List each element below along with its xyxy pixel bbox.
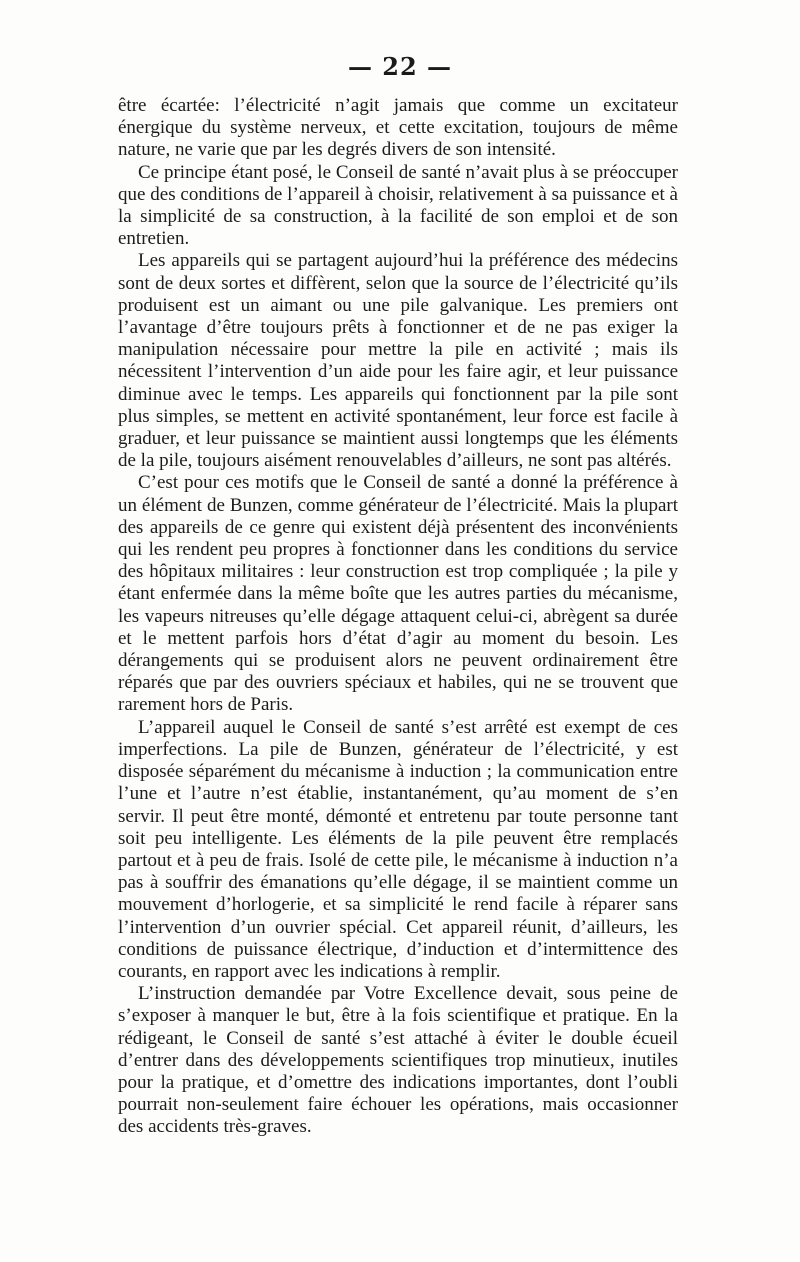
page-number: — 22 — bbox=[347, 52, 453, 81]
paragraph-chosen-apparatus: L’appareil auquel le Conseil de santé s’est arrêté est exempt de ces imperfections. La pile de Bunzen, générateur de l’électricité, y est disposée séparément du mécanisme à induction ; la communication entre l’une et l’autre n’est établie, instantanément, qu’au moment de s’en servir. Il peut être monté, démonté et entretenu par toute personne tant soit peu intelligente. Les éléments de la pile peuvent être remplacés partout et à peu de frais. Isolé de cette pile, le mécanisme à induction n’a pas à souffrir des émanations qu’elle dégage, il se maintient comme un mouvement d’horlogerie, et sa simplicité le rend facile à réparer sans l’intervention d’un ouvrier spécial. Cet appareil réunit, d’ailleurs, les conditions de puissance électrique, d’induction et d’intermittence des courants, en rapport avec les indications à remplir. bbox=[118, 716, 678, 982]
paragraph-principle: Ce principe étant posé, le Conseil de santé n’avait plus à se préoccuper que des conditions de l’appareil à choisir, relativement à sa puissance et à la simplicité de sa construction, à la facilité de son emploi et de son entretien. bbox=[118, 161, 678, 250]
paragraph-continuation: être écartée: l’électricité n’agit jamais que comme un excitateur énergique du système nerveux, et cette excitation, toujours de même nature, ne varie que par les degrés divers de son intensité. bbox=[118, 95, 678, 161]
paragraph-apparatus-types: Les appareils qui se partagent aujourd’hui la préférence des médecins sont de deux sortes et diffèrent, selon que la source de l’électricité qu’ils produisent est un aimant ou une pile galvanique. Les premiers ont l’avantage d’être toujours prêts à fonctionner et de ne pas exiger la manipulation nécessaire pour mettre la pile en activité ; mais ils nécessitent l’intervention d’un aide pour les faire agir, et leur puissance diminue avec le temps. Les appareils qui fonctionnent par la pile sont plus simples, se mettent en activité spontanément, leur force est facile à graduer, et leur puissance se maintient aussi longtemps que les éléments de la pile, toujours aisément renouvelables d’ailleurs, ne sont pas altérés. bbox=[118, 250, 678, 472]
paragraph-instruction: L’instruction demandée par Votre Excellence devait, sous peine de s’exposer à manquer le but, être à la fois scientifique et pratique. En la rédigeant, le Conseil de santé s’est attaché à éviter le double écueil d’entrer dans des développements scientifiques trop minutieux, inutiles pour la pratique, et d’omettre des indications importantes, dont l’oubli pourrait non-seulement faire échouer les opérations, mais occasionner des accidents très-graves. bbox=[118, 983, 678, 1138]
body-text bbox=[118, 95, 678, 1139]
paragraph-bunzen-choice: C’est pour ces motifs que le Conseil de santé a donné la préférence à un élément de Bunzen, comme générateur de l’électricité. Mais la plupart des appareils de ce genre qui existent déjà présentent des inconvénients qui les rendent peu propres à fonctionner dans les conditions du service des hôpitaux militaires : leur construction est trop compliquée ; la pile y étant enfermée dans la même boîte que les autres parties du mécanisme, les vapeurs nitreuses qu’elle dégage attaquent celui-ci, abrègent sa durée et le mettent parfois hors d’état d’agir au moment du besoin. Les dérangements qui se produisent alors ne peuvent ordinairement être réparés que par des ouvriers spéciaux et habiles, qui ne se trouvent que rarement hors de Paris. bbox=[118, 472, 678, 716]
